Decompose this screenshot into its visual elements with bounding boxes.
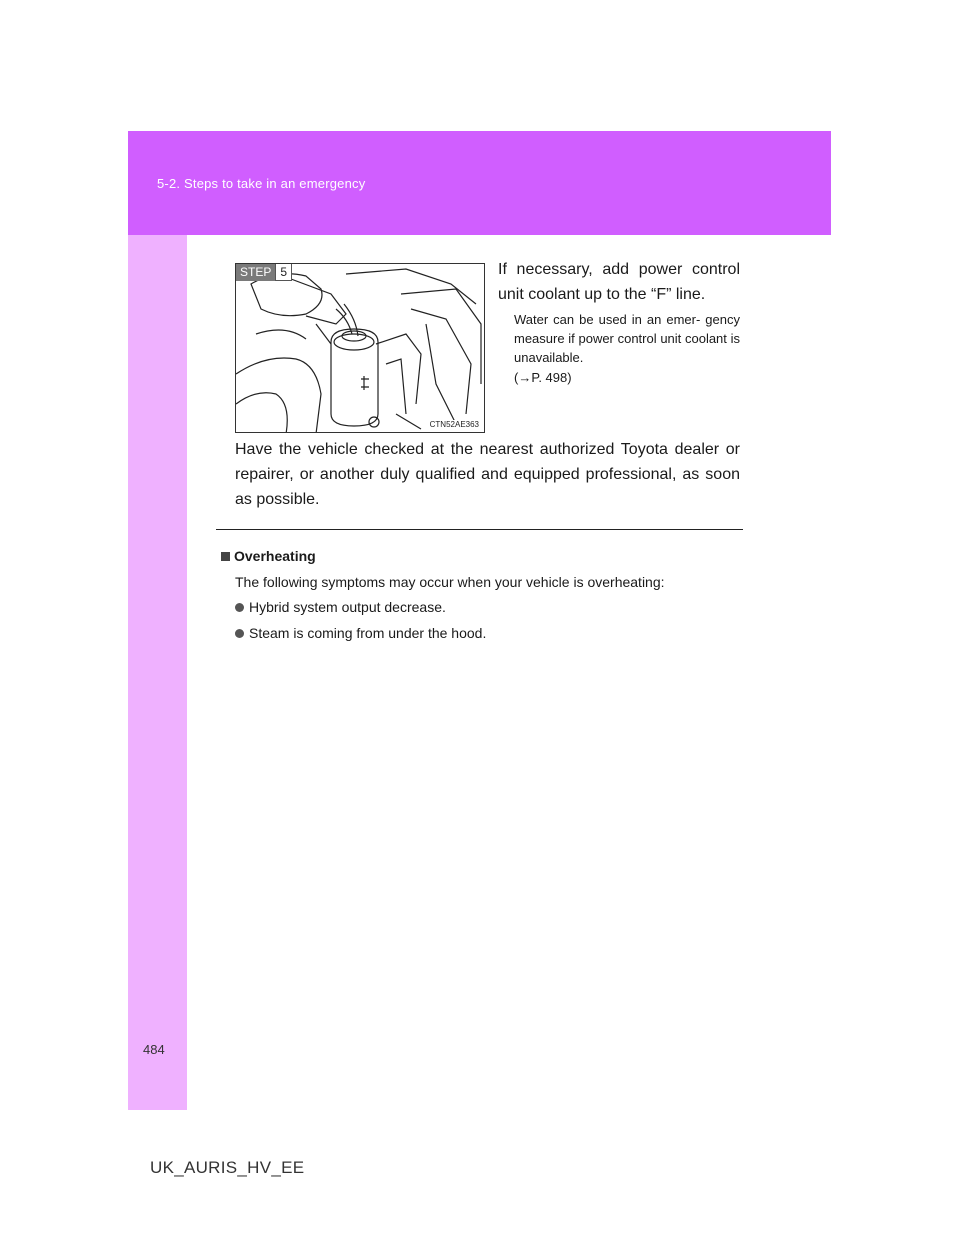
- page-reference: (→P. 498): [514, 370, 572, 385]
- step-number: 5: [275, 264, 292, 281]
- list-item: [235, 625, 486, 641]
- page-number: 484: [143, 1042, 165, 1057]
- step-instruction: If necessary, add power control unit coolant up to the “F” line.: [498, 261, 740, 303]
- list-item: [235, 599, 446, 615]
- advice-paragraph: Have the vehicle checked at the nearest authorized Toyota dealer or repairer, or another duly qualified and equipped professional, as soon as possible.: [235, 441, 740, 508]
- section-divider: [216, 529, 743, 530]
- overheating-intro: The following symptoms may occur when your vehicle is overheating:: [235, 574, 665, 590]
- step-note: Water can be used in an emer- gency measure if power control unit coolant is unavailable.: [514, 312, 740, 365]
- list-item-text: Hybrid system output decrease.: [249, 599, 446, 615]
- figure-code: CTN52AE363: [429, 420, 479, 429]
- circle-bullet-icon: [235, 603, 244, 612]
- list-item-text: Steam is coming from under the hood.: [249, 625, 487, 641]
- side-band: [128, 235, 187, 1110]
- step-word: STEP: [236, 264, 275, 281]
- overheating-heading: [221, 548, 316, 564]
- step-badge: [236, 264, 292, 281]
- circle-bullet-icon: [235, 629, 244, 638]
- square-bullet-icon: [221, 552, 230, 561]
- coolant-reservoir-illustration: [235, 263, 485, 433]
- breadcrumb: 5-2. Steps to take in an emergency: [157, 176, 366, 191]
- document-code: UK_AURIS_HV_EE: [150, 1158, 305, 1177]
- overheating-title-text: Overheating: [234, 548, 316, 564]
- coolant-illustration-drawing: [236, 264, 485, 433]
